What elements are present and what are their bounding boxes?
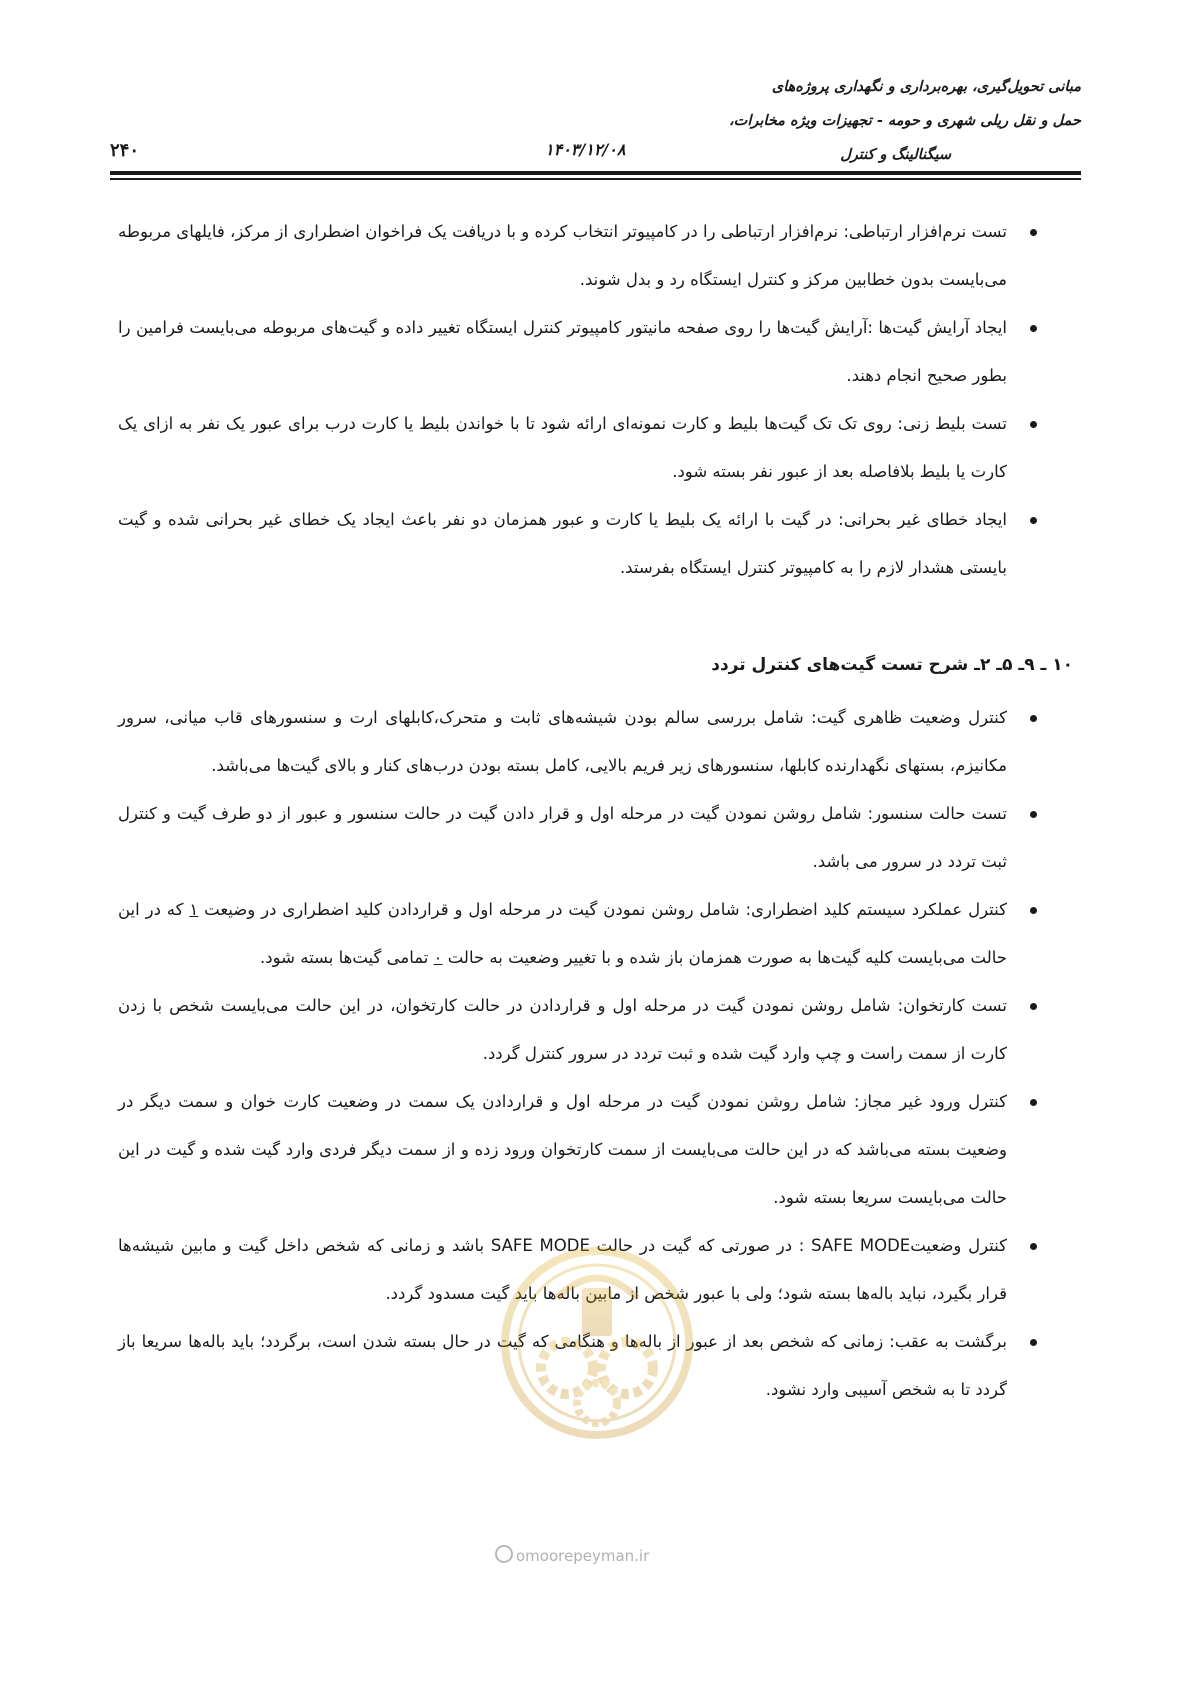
- section-number: ۱۰ ـ ۹ـ ۵ـ ۲ـ: [974, 655, 1073, 675]
- list-item: [118, 400, 1043, 496]
- header-rule-thin: [110, 178, 1081, 180]
- site-watermark: [495, 1545, 649, 1565]
- list-item-text: تمامی گیت‌ها بسته شود.: [260, 948, 429, 967]
- bullet-icon: [1030, 1339, 1037, 1346]
- list-item-text: کنترل ورود غیر مجاز: شامل روشن نمودن گیت در مرحله اول و قراردادن یک سمت در وضعیت کارت خوان و سمت دیگر در وضعیت بسته می‌باشد که در این حالت می‌بایست از سمت کارتخوان ورود زده و از سمت دیگر فردی وارد گیت شده و گیت در این حالت می‌بایست سریعا بسته شود.: [118, 1092, 1007, 1207]
- bullet-icon: [1030, 325, 1037, 332]
- list-item-text: که در این حالت می‌بایست کلیه گیت‌ها به صورت همزمان باز شده و با تغییر وضعیت به حالت: [118, 900, 1007, 967]
- bullet-icon: [1030, 1243, 1037, 1250]
- list-item-text: ایجاد آرایش گیت‌ها :آرایش گیت‌ها را روی صفحه مانیتور کامپیوتر کنترل ایستگاه تغییر داده و گیت‌های مربوطه می‌بایست فرامین را بطور صحیح انجام دهند.: [118, 318, 1007, 385]
- list-item-text: تست بلیط زنی: روی تک تک گیت‌ها بلیط و کارت نمونه‌ای ارائه شود تا با خواندن بلیط یا کارت درب برای عبور یک نفر به ازای یک کارت یا بلیط بلافاصله بعد از عبور نفر بسته شود.: [118, 414, 1007, 481]
- list-item: [118, 1078, 1043, 1222]
- bullet-icon: [1030, 811, 1037, 818]
- list-item-text: تست نرم‌افزار ارتباطی: نرم‌افزار ارتباطی را در کامپیوتر انتخاب کرده و با دریافت یک فراخوان اضطراری از مرکز، فایلهای مربوطه می‌بایست بدون خطابین مرکز و کنترل ایستگاه رد و بدل شوند.: [118, 222, 1007, 289]
- list-item: [118, 1318, 1043, 1414]
- bullet-icon: [1030, 1099, 1037, 1106]
- site-watermark-text: omoorepeyman.ir: [516, 1547, 650, 1565]
- list-item: [118, 304, 1043, 400]
- list-item: [118, 886, 1043, 982]
- list-item-text: کنترل وضعیتSAFE MODE : در صورتی که گیت در حالت SAFE MODE باشد و زمانی که شخص داخل گیت و مابین شیشه‌ها قرار بگیرد، نباید باله‌ها بسته شود؛ ولی با عبور شخص از مابین باله‌ها باید گیت مسدود گردد.: [118, 1236, 1007, 1303]
- list-item: [118, 496, 1043, 592]
- intro-bullet-list: [118, 208, 1043, 592]
- state-number: ۱: [189, 900, 199, 919]
- bullet-icon: [1030, 517, 1037, 524]
- list-item-text: برگشت به عقب: زمانی که شخص بعد از عبور از باله‌ها و هنگامی که گیت در حال بسته شدن است، برگردد؛ باید باله‌ها سریعا باز گردد تا به شخص آسیبی وارد نشود.: [118, 1332, 1007, 1399]
- list-item: [118, 790, 1043, 886]
- bullet-icon: [1030, 421, 1037, 428]
- bullet-icon: [1030, 1003, 1037, 1010]
- section-title: شرح تست گیت‌های کنترل تردد: [711, 655, 969, 675]
- list-item-text: تست حالت سنسور: شامل روشن نمودن گیت در مرحله اول و قرار دادن گیت در حالت سنسور و عبور از دو طرف گیت و کنترل ثبت تردد در سرور می باشد.: [118, 804, 1007, 871]
- book-title-line: مبانی تحویل‌گیری، بهره‌برداری و نگهداری پروژه‌های: [771, 78, 1081, 95]
- book-title-line: سیگنالینگ و کنترل: [840, 146, 951, 163]
- header-date: ۱۴۰۳/۱۲/۰۸: [545, 140, 626, 159]
- bullet-icon: [1030, 229, 1037, 236]
- section-heading: [148, 650, 1073, 680]
- section-bullet-list: [118, 694, 1043, 1414]
- bullet-icon: [1030, 715, 1037, 722]
- book-title-line: حمل و نقل ریلی شهری و حومه - تجهیزات ویژه مخابرات،: [729, 112, 1081, 129]
- page-header: [110, 60, 1081, 175]
- header-rule-thick: [110, 171, 1081, 175]
- list-item-text: تست کارتخوان: شامل روشن نمودن گیت در مرحله اول و قراردادن در حالت کارتخوان، در این حالت می‌بایست شخص با زدن کارت از سمت راست و چپ وارد گیت شده و ثبت تردد در سرور کنترل گردد.: [118, 996, 1007, 1063]
- list-item: [118, 1222, 1043, 1318]
- list-item-text: ایجاد خطای غیر بحرانی: در گیت با ارائه یک بلیط یا کارت و عبور همزمان دو نفر باعث ایجاد یک خطای غیر بحرانی شده و گیت بایستی هشدار لازم را به کامپیوتر کنترل ایستگاه بفرستد.: [118, 510, 1007, 577]
- list-item-text: کنترل عملکرد سیستم کلید اضطراری: شامل روشن نمودن گیت در مرحله اول و قراردادن کلید اضطراری در وضیعت: [204, 900, 1007, 919]
- bullet-icon: [1030, 907, 1037, 914]
- book-title: [661, 70, 1081, 172]
- list-item-text: کنترل وضعیت ظاهری گیت: شامل بررسی سالم بودن شیشه‌های ثابت و متحرک،کابلهای ارت و سنسورهای قاب میانی، سرور مکانیزم، بستهای نگهدارنده کابلها، سنسورهای زیر فریم بالایی، کامل بسته بودن درب‌های کنار و بالای گیت‌ها می‌باشد.: [118, 708, 1007, 775]
- list-item: [118, 694, 1043, 790]
- page-number: ۲۴۰: [110, 140, 140, 161]
- list-item: [118, 208, 1043, 304]
- state-number: ۰: [433, 948, 443, 967]
- page-body: [118, 208, 1073, 1414]
- list-item: [118, 982, 1043, 1078]
- at-icon: [495, 1545, 513, 1563]
